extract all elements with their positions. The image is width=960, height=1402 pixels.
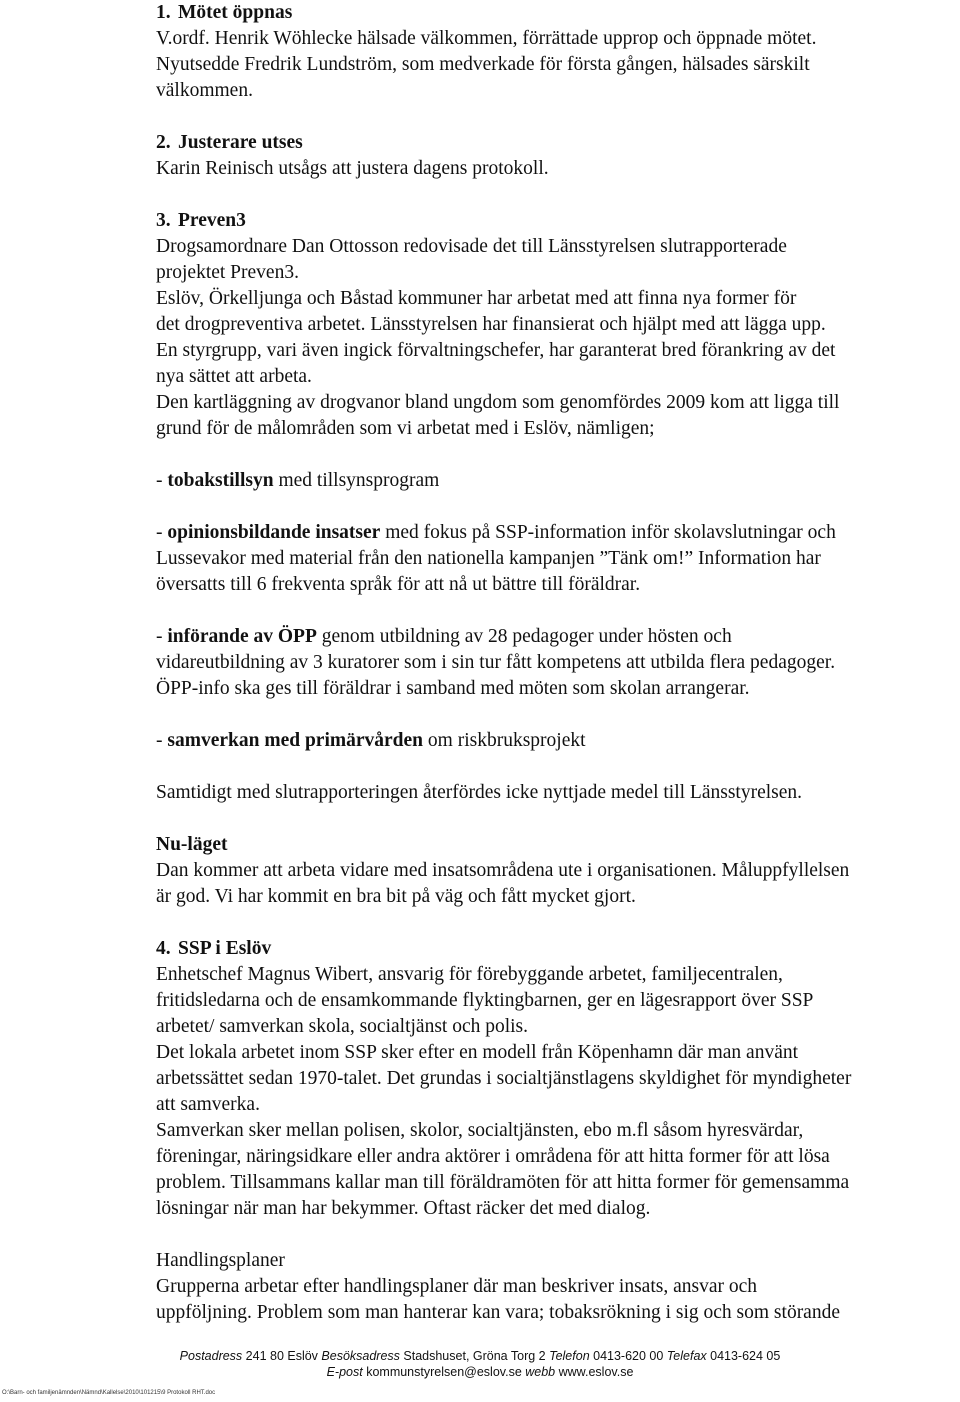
besoksadress-value: Stadshuset, Gröna Torg 2 [399,1349,550,1363]
document-body [156,0,946,1326]
paragraph-line: Samtidigt med slutrapporteringen återfördes icke nyttjade medel till Länsstyrelsen. [156,782,803,803]
paragraph-line: En styrgrupp, vari även ingick förvaltningschefer, har garanterat bred förankring av det [156,340,836,361]
paragraph-line: att samverka. [156,1094,260,1115]
paragraph-line: föreningar, näringsidkare eller andra aktörer i områdena för att hitta former för att lösa [156,1146,830,1167]
bullet-opp [156,624,946,702]
bullet-tobakstillsyn [156,468,946,494]
paragraph-line: Nyutsedde Fredrik Lundström, som medverkade för första gången, hälsades särskilt [156,54,810,75]
bullet-keyword: opinionsbildande insatser [167,522,381,543]
paragraph-line: arbetet/ samverkan skola, socialtjänst och polis. [156,1016,529,1037]
bullet-primarvarden [156,728,946,754]
bullet-keyword: tobakstillsyn [167,470,274,491]
postadress-label: Postadress [179,1349,243,1363]
bullet-text: genom utbildning av 28 pedagoger under hösten och [316,626,732,647]
paragraph-line: Samverkan sker mellan polisen, skolor, socialtjänsten, ebo m.fl såsom hyresvärdar, [156,1120,804,1141]
paragraph-line: det drogpreventiva arbetet. Länsstyrelsen har finansierat och hjälpt med att lägga upp. [156,314,826,335]
section-number: 2. [156,132,171,153]
paragraph-line: Enhetschef Magnus Wibert, ansvarig för förebyggande arbetet, familjecentralen, [156,964,783,985]
paragraph-line: Grupperna arbetar efter handlingsplaner där man beskriver insats, ansvar och [156,1276,758,1297]
section-title: Preven3 [178,210,246,231]
section-number: 1. [156,2,171,23]
bullet-dash: - [156,470,168,491]
bullet-dash: - [156,730,168,751]
bullet-keyword: införande av ÖPP [167,626,317,647]
section-title: Justerare utses [178,132,303,153]
bullet-dash: - [156,522,168,543]
webb-label: webb [525,1365,556,1379]
section-2 [156,130,946,182]
paragraph-line: översatts till 6 frekventa språk för att nå ut bättre till föräldrar. [156,574,641,595]
bullet-text: om riskbruksprojekt [423,730,586,751]
section-2-heading [156,130,946,156]
paragraph-line: Karin Reinisch utsågs att justera dagens protokoll. [156,158,549,179]
bullet-text: med fokus på SSP-information inför skolavslutningar och [380,522,836,543]
telefax-label: Telefax [666,1349,707,1363]
postadress-value: 241 80 Eslöv [242,1349,322,1363]
paragraph-line: V.ordf. Henrik Wöhlecke hälsade välkommen, förrättade upprop och öppnade mötet. [156,28,817,49]
paragraph-line: Drogsamordnare Dan Ottosson redovisade det till Länsstyrelsen slutrapporterade [156,236,787,257]
section-3-heading [156,208,946,234]
paragraph-line: är god. Vi har kommit en bra bit på väg och fått mycket gjort. [156,886,636,907]
paragraph-line: Det lokala arbetet inom SSP sker efter en modell från Köpenhamn där man använt [156,1042,799,1063]
paragraph-line: Den kartläggning av drogvanor bland ungdom som genomfördes 2009 kom att ligga till [156,392,840,413]
footer-address-line [0,1348,960,1364]
paragraph-line: vidareutbildning av 3 kuratorer som i sin tur fått kompetens att utbilda flera pedagoger. [156,652,836,673]
telefax-value: 0413-624 05 [706,1349,781,1363]
besoksadress-label: Besöksadress [321,1349,400,1363]
section-4 [156,936,946,1326]
paragraph-line: arbetssättet sedan 1970-talet. Det grundas i socialtjänstlagens skyldighet för myndigheter [156,1068,852,1089]
section-1-heading [156,0,946,26]
paragraph-line: nya sättet att arbeta. [156,366,312,387]
handlingsplaner-heading: Handlingsplaner [156,1250,285,1271]
bullet-opinionsbildande [156,520,946,598]
nulaget-heading: Nu-läget [156,834,228,855]
section-number: 3. [156,210,171,231]
bullet-text: med tillsynsprogram [273,470,440,491]
section-1 [156,0,946,104]
epost-value[interactable]: kommunstyrelsen@eslov.se [362,1365,526,1379]
section-title: Mötet öppnas [178,2,293,23]
paragraph-line: problem. Tillsammans kallar man till föräldramöten för att hitta former för gemensamma [156,1172,850,1193]
section-3 [156,208,946,910]
paragraph-line: ÖPP-info ska ges till föräldrar i samband med möten som skolan arrangerar. [156,678,750,699]
paragraph-line: lösningar när man har bekymmer. Oftast räcker det med dialog. [156,1198,651,1219]
footer-contact-line [0,1364,960,1380]
section-4-heading [156,936,946,962]
section-title: SSP i Eslöv [178,938,272,959]
paragraph-line: uppföljning. Problem som man hanterar kan vara; tobaksrökning i sig och som störande [156,1302,840,1323]
telefon-value: 0413-620 00 [589,1349,667,1363]
telefon-label: Telefon [549,1349,590,1363]
epost-label: E-post [326,1365,363,1379]
bullet-keyword: samverkan med primärvården [167,730,424,751]
section-number: 4. [156,938,171,959]
paragraph-line: Eslöv, Örkelljunga och Båstad kommuner har arbetat med att finna nya former för [156,288,797,309]
paragraph-line: välkommen. [156,80,253,101]
paragraph-line: grund för de målområden som vi arbetat med i Eslöv, nämligen; [156,418,655,439]
paragraph-line: fritidsledarna och de ensamkommande flyktingbarnen, ger en lägesrapport över SSP [156,990,814,1011]
paragraph-line: Dan kommer att arbeta vidare med insatsområdena ute i organisationen. Måluppfyllelsen [156,860,850,881]
file-path: O:\Barn- och familjenämnden\Nämnd\Kallelse\2010\101215\9 Protokoll RHT.doc [2,1390,216,1396]
bullet-dash: - [156,626,168,647]
paragraph-line: projektet Preven3. [156,262,299,283]
paragraph-line: Lussevakor med material från den nationella kampanjen ”Tänk om!” Information har [156,548,821,569]
webb-value[interactable]: www.eslov.se [555,1365,634,1379]
